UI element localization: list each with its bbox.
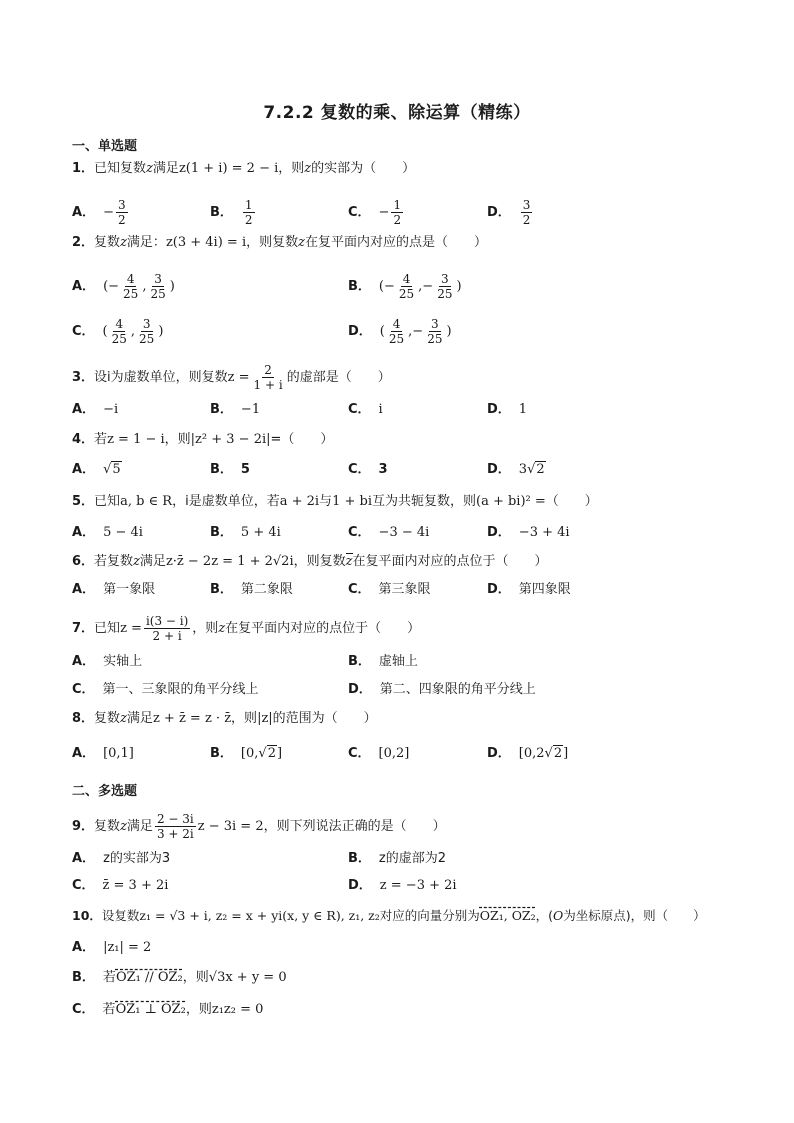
option-8d[interactable]: D． [0,2√2]	[487, 746, 569, 761]
option-5a[interactable]: A． 5 − 4i	[72, 525, 143, 540]
option-8c[interactable]: C． [0,2]	[348, 746, 410, 761]
fraction: $\frac{2}{1 + i}$	[253, 363, 283, 392]
question-1: 1．已知复数z满足z(1 + i) = 2 − i，则z的实部为（ ）	[72, 161, 416, 176]
question-10: 10．设复数z₁ = √3 + i, z₂ = x + yi(x, y ∈ R), z₁, z₂对应的向量分别为OZ₁, OZ₂，(O为坐标原点)，则（ ）	[72, 908, 706, 923]
option-5b[interactable]: B． 5 + 4i	[210, 525, 281, 540]
option-9d[interactable]: D． z = −3 + 2i	[348, 878, 457, 893]
question-8: 8．复数z满足z + z̄ = z · z̄，则|z|的范围为（ ）	[72, 711, 377, 726]
math-expression: z(3 + 4i) = i	[165, 235, 247, 250]
option-7c[interactable]: C． 第一、三象限的角平分线上	[72, 682, 259, 697]
option-10b[interactable]: B． 若OZ₁ // OZ₂，则√3x + y = 0	[72, 970, 287, 985]
question-2: 2．复数z满足：z(3 + 4i) = i，则复数z在复平面内对应的点是（ ）	[72, 235, 487, 250]
option-5d[interactable]: D． −3 + 4i	[487, 525, 570, 540]
math-expression: z(1 + i) = 2 − i	[178, 161, 279, 176]
question-7: 7．已知z = $\frac{i(3 - i)}{2 + i}$ ，则z在复平面内对应的点位于（ ）	[72, 614, 421, 643]
option-6d[interactable]: D． 第四象限	[487, 582, 571, 597]
option-6a[interactable]: A． 第一象限	[72, 582, 156, 597]
option-1a[interactable]: A． − $\frac{3}{2}$	[72, 198, 126, 227]
option-3b[interactable]: B． −1	[210, 402, 261, 417]
option-7a[interactable]: A． 实轴上	[72, 654, 143, 669]
option-3d[interactable]: D． 1	[487, 402, 528, 417]
option-9b[interactable]: B． z的虚部为2	[348, 851, 447, 866]
option-3c[interactable]: C． i	[348, 402, 383, 417]
option-6c[interactable]: C． 第三象限	[348, 582, 431, 597]
option-5c[interactable]: C． −3 − 4i	[348, 525, 430, 540]
option-4b[interactable]: B． 5	[210, 462, 250, 477]
option-3a[interactable]: A． −i	[72, 402, 119, 417]
fraction: $\frac{i(3 - i)}{2 + i}$	[145, 614, 189, 643]
question-9: 9．复数z满足 $\frac{2 - 3i}{3 + 2i}$ z − 3i = 2，则下列说法正确的是（ ）	[72, 812, 446, 841]
option-1c[interactable]: C． − $\frac{1}{2}$	[348, 198, 402, 227]
question-number: 1．	[72, 161, 95, 176]
option-2b[interactable]: B． (− $\frac{4}{25}$ ,− $\frac{3}{25}$ )	[348, 272, 462, 301]
option-4c[interactable]: C． 3	[348, 462, 388, 477]
option-6b[interactable]: B． 第二象限	[210, 582, 293, 597]
option-1b[interactable]: B． $\frac{1}{2}$	[210, 198, 253, 227]
fraction: $\frac{2 - 3i}{3 + 2i}$	[156, 812, 194, 841]
option-2c[interactable]: C． ( $\frac{4}{25}$ , $\frac{3}{25}$ )	[72, 317, 164, 346]
option-4d[interactable]: D． 3√2	[487, 462, 545, 477]
option-7b[interactable]: B． 虚轴上	[348, 654, 418, 669]
option-9c[interactable]: C． z̄ = 3 + 2i	[72, 878, 169, 893]
page-title: 7.2.2 复数的乘、除运算（精练）	[263, 103, 531, 123]
question-6: 6．若复数z满足z·z̄ − 2z = 1 + 2√2i，则复数z在复平面内对应的点位于（ ）	[72, 554, 548, 569]
fraction: $\frac{1}{2}$	[393, 198, 402, 227]
question-4: 4．若z = 1 − i，则|z² + 3 − 2i|=（ ）	[72, 432, 334, 447]
fraction: $\frac{3}{2}$	[522, 198, 531, 227]
option-9a[interactable]: A． z的实部为3	[72, 851, 171, 866]
option-10a[interactable]: A． |z₁| = 2	[72, 940, 152, 955]
question-5: 5．已知a, b ∈ R，i是虚数单位，若a + 2i与1 + bi互为共轭复数，则(a + bi)² =（ ）	[72, 494, 598, 509]
option-2d[interactable]: D． ( $\frac{4}{25}$ ,− $\frac{3}{25}$ )	[348, 317, 452, 346]
question-3: 3．设i为虚数单位，则复数z = $\frac{2}{1 + i}$ 的虚部是（ ）	[72, 363, 391, 392]
option-7d[interactable]: D． 第二、四象限的角平分线上	[348, 682, 536, 697]
fraction: $\frac{3}{2}$	[117, 198, 126, 227]
fraction: $\frac{1}{2}$	[244, 198, 253, 227]
section-multi-choice: 二、多选题	[72, 784, 138, 799]
option-8b[interactable]: B． [0,√2]	[210, 746, 283, 761]
option-10c[interactable]: C． 若OZ₁ ⊥ OZ₂，则z₁z₂ = 0	[72, 1002, 264, 1017]
option-8a[interactable]: A． [0,1]	[72, 746, 134, 761]
option-4a[interactable]: A． √5	[72, 462, 121, 477]
option-1d[interactable]: D． $\frac{3}{2}$	[487, 198, 531, 227]
section-single-choice: 一、单选题	[72, 139, 138, 154]
option-2a[interactable]: A． (− $\frac{4}{25}$ , $\frac{3}{25}$ )	[72, 272, 175, 301]
